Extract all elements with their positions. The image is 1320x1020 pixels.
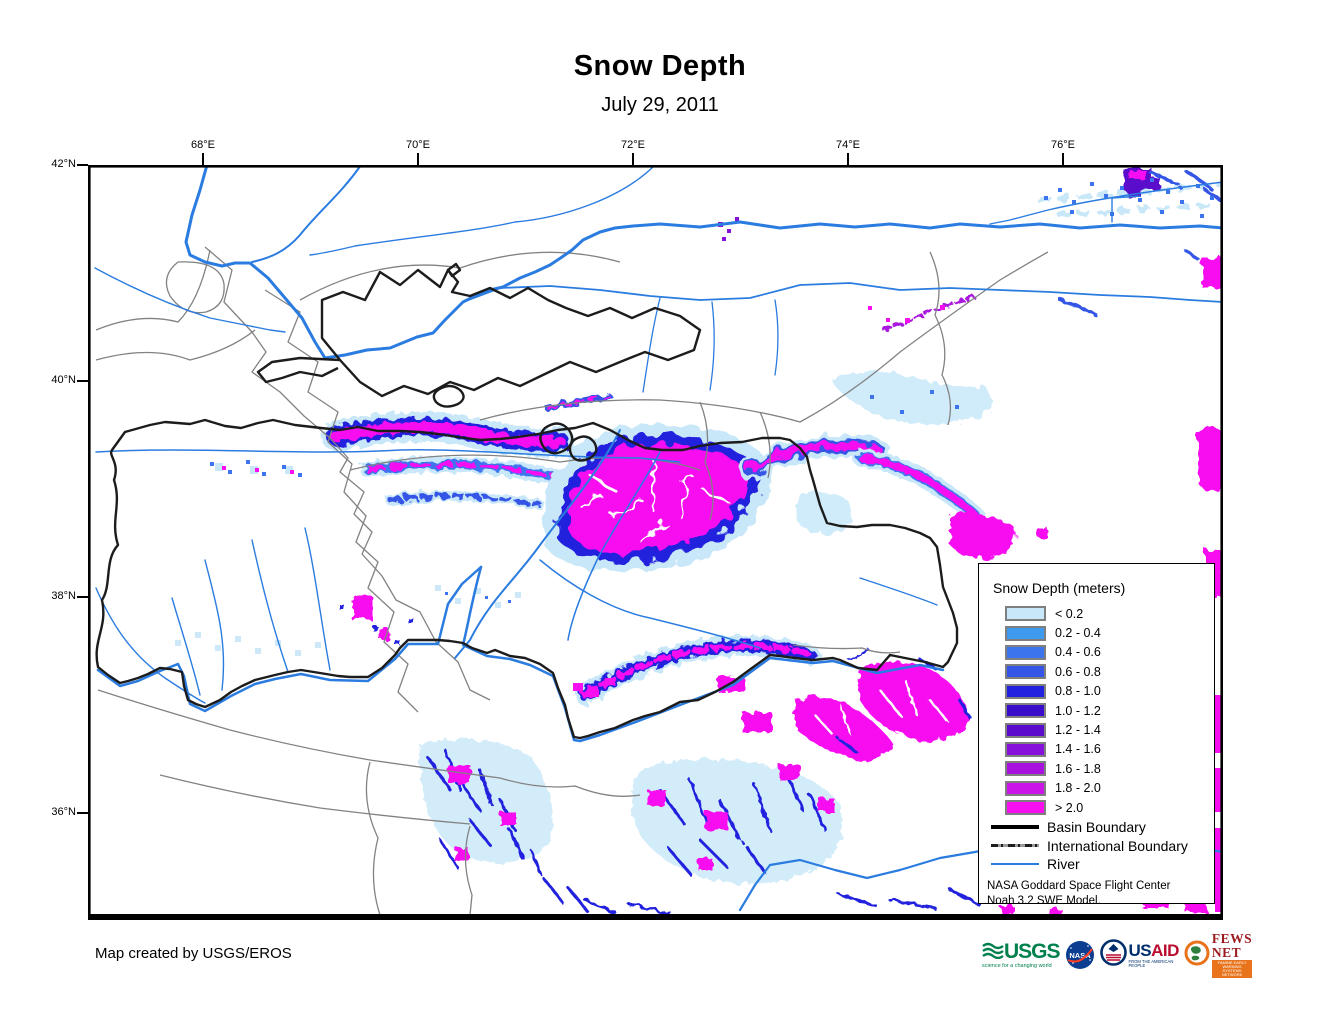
basin-boundary-symbol (991, 825, 1039, 829)
legend-class-row (1005, 740, 1214, 759)
legend-swatch (1005, 684, 1046, 699)
usgs-wave-icon (982, 941, 1004, 963)
legend-class-row (1005, 798, 1214, 817)
legend-class-label: < 0.2 (1055, 606, 1084, 621)
legend-swatch (1005, 800, 1046, 815)
legend-class-row (1005, 623, 1214, 642)
fewsnet-logo-text: FEWS NET (1211, 931, 1253, 960)
legend-line-label: River (1047, 856, 1080, 873)
usgs-logo (982, 941, 1060, 970)
legend-class-row (1005, 720, 1214, 739)
legend-class-label: 1.8 - 2.0 (1055, 781, 1101, 796)
agency-logos (982, 931, 1253, 978)
map-credit-text: Map created by USGS/EROS (95, 945, 292, 962)
y-tick-label: 42°N (51, 158, 76, 170)
legend-swatch (1005, 664, 1046, 679)
legend-class-row (1005, 662, 1214, 681)
tick-mark (847, 153, 849, 165)
legend-title: Snow Depth (meters) (993, 580, 1126, 596)
page-title: Snow Depth (573, 50, 747, 82)
fewsnet-tagline: FAMINE EARLY WARNING SYSTEMS NETWORK (1212, 960, 1252, 978)
fewsnet-globe-icon (1184, 940, 1210, 971)
usgs-tagline: science for a changing world (982, 962, 1052, 969)
legend-swatch (1005, 761, 1046, 776)
legend-line-row (991, 855, 1214, 873)
legend-line-label: Basin Boundary (1047, 819, 1146, 836)
y-tick-label: 40°N (51, 374, 76, 386)
usgs-logo-text: USGS (1004, 940, 1060, 964)
svg-text:NASA: NASA (1068, 951, 1091, 960)
page-subtitle: July 29, 2011 (601, 94, 719, 116)
y-tick-label: 36°N (51, 806, 76, 818)
fewsnet-logo (1184, 932, 1252, 978)
y-tick-label: 38°N (51, 590, 76, 602)
river-symbol (991, 863, 1039, 865)
legend-class-row (1005, 682, 1214, 701)
legend-swatch (1005, 626, 1046, 641)
legend-class-label: 0.2 - 0.4 (1055, 626, 1101, 641)
map-legend (978, 563, 1215, 908)
legend-class-row (1005, 604, 1214, 623)
x-tick-label: 68°E (191, 139, 215, 151)
legend-class-label: 1.4 - 1.6 (1055, 742, 1101, 757)
legend-credit-line: NASA Goddard Space Flight Center (987, 879, 1171, 892)
usaid-logo-text: USAID (1128, 940, 1179, 960)
x-tick-label: 72°E (621, 139, 645, 151)
tick-mark (632, 153, 634, 165)
x-tick-label: 74°E (836, 139, 860, 151)
legend-credit-line: Noah 3.2 SWE Model. (987, 895, 1101, 908)
legend-line-row (991, 837, 1214, 855)
tick-mark (77, 380, 88, 382)
legend-class-label: 1.2 - 1.4 (1055, 723, 1101, 738)
legend-class-row (1005, 701, 1214, 720)
legend-line-row (991, 818, 1214, 836)
legend-class-label: 0.6 - 0.8 (1055, 664, 1101, 679)
tick-mark (1062, 153, 1064, 165)
legend-credit (987, 879, 1214, 910)
legend-class-row (1005, 643, 1214, 662)
legend-class-label: 1.6 - 1.8 (1055, 761, 1101, 776)
nasa-logo (1065, 940, 1095, 970)
legend-class-label: 1.0 - 1.2 (1055, 703, 1101, 718)
international-boundary-symbol (991, 844, 1039, 847)
legend-class-row (1005, 779, 1214, 798)
tick-mark (77, 164, 88, 166)
tick-mark (77, 812, 88, 814)
usaid-tagline: FROM THE AMERICAN PEOPLE (1128, 958, 1174, 968)
legend-class-label: 0.8 - 1.0 (1055, 684, 1101, 699)
legend-line-label: International Boundary (1047, 837, 1188, 854)
legend-swatch (1005, 723, 1046, 738)
legend-swatch (1005, 703, 1046, 718)
usaid-seal-icon (1100, 939, 1127, 971)
legend-swatch (1005, 645, 1046, 660)
tick-mark (202, 153, 204, 165)
legend-swatch (1005, 606, 1046, 621)
legend-class-label: > 2.0 (1055, 800, 1084, 815)
legend-class-label: 0.4 - 0.6 (1055, 645, 1101, 660)
legend-swatch (1005, 781, 1046, 796)
tick-mark (417, 153, 419, 165)
usaid-logo (1100, 939, 1179, 971)
x-tick-label: 70°E (406, 139, 430, 151)
legend-swatch (1005, 742, 1046, 757)
legend-class-row (1005, 759, 1214, 778)
x-tick-label: 76°E (1051, 139, 1075, 151)
tick-mark (77, 596, 88, 598)
